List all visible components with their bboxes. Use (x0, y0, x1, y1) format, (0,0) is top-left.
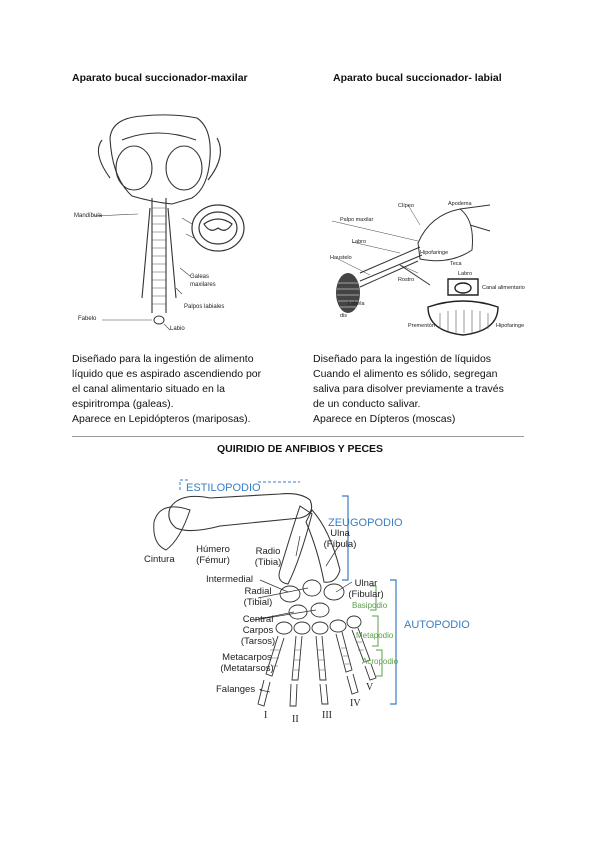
label-basipodio: Basipodio (352, 601, 388, 610)
quiridio-figure (140, 470, 480, 730)
digit-label: II (292, 714, 299, 725)
label-fabelo: Fabelo (78, 316, 97, 322)
label-clipeo: Clípeo (398, 203, 414, 209)
maxilar-figure (72, 98, 272, 338)
label-palpo-maxilar: Palpo maxilar (340, 217, 374, 223)
label-metacarpos-group (212, 652, 282, 674)
label-carpos-group (236, 614, 280, 647)
label-tibia: (Tibia) (254, 557, 282, 568)
labial-desc-line: de un conducto salivar. (313, 398, 421, 410)
label-carpos: Carpos (242, 625, 274, 636)
label-hipofaringe: Hipofaringe (420, 250, 449, 256)
label-fibula: (Fíbula) (323, 539, 357, 550)
label-zeugopodio: ZEUGOPODIO (328, 517, 403, 529)
label-acropodio: Acropodio (362, 657, 399, 666)
label-metapodio: Metapodio (356, 631, 394, 640)
label-mandibula: Mandíbula (74, 213, 103, 219)
label-radio: Radio (255, 546, 281, 557)
label-ulnar-group (344, 578, 388, 600)
limb-bones-drawing (140, 470, 480, 730)
label-palpos: Palpos labiales (184, 304, 225, 310)
labial-description (313, 352, 504, 427)
label-canal: Canal alimentario (482, 285, 525, 291)
maxilar-desc-line: líquido que es aspirado ascendiendo por (72, 368, 262, 380)
maxilar-desc-line: espiritrompa (galeas). (72, 398, 174, 410)
label-metatarsos: (Metatarsos) (220, 663, 274, 674)
maxilar-desc-line: Aparece en Lepidópteros (mariposas). (72, 413, 251, 425)
label-prementon: Prementón (408, 323, 435, 329)
label-ulnar: Ulnar (354, 578, 378, 589)
label-femur: (Fémur) (196, 555, 230, 566)
labial-desc-line: saliva para disolver previamente a través (313, 383, 504, 395)
label-ulna: Ulna (330, 528, 350, 539)
label-radial: Radial (244, 586, 272, 597)
labial-desc-line: Diseñado para la ingestión de líquidos (313, 353, 492, 365)
labial-figure (300, 195, 525, 340)
label-dis: dis (340, 313, 348, 319)
section-divider (72, 436, 524, 437)
labial-desc-line: Cuando el alimento es sólido, segregan (313, 368, 498, 380)
label-humero: Húmero (196, 544, 230, 555)
digit-label: V (366, 682, 374, 693)
label-galeas: Galeas (190, 274, 210, 280)
maxilar-desc-line: Diseñado para la ingestión de alimento (72, 353, 254, 365)
label-labro-cut: Labro (458, 271, 473, 277)
label-ulna-group (320, 528, 360, 550)
label-tarsos: (Tarsos) (240, 636, 276, 647)
label-labro: Labro (352, 239, 367, 245)
labial-desc-line: Aparece en Dípteros (moscas) (313, 413, 456, 425)
label-ulnar-sub: (Fibular) (348, 589, 384, 600)
digit-label: IV (350, 698, 361, 709)
label-hipofaringe-cut: Hipofaringe (496, 323, 525, 329)
label-falanges: Falanges (216, 684, 256, 695)
label-radial-sub: (Tibial) (243, 597, 273, 608)
label-radio-group (250, 546, 286, 568)
label-humero-group (188, 544, 238, 566)
label-cintura: Cintura (144, 554, 175, 565)
digit-label: III (322, 710, 332, 721)
falanges-dash: - (259, 684, 263, 695)
label-estilopodio: ESTILOPODIO (186, 482, 261, 494)
maxilar-desc-line: el canal alimentario situado en la (72, 383, 225, 395)
label-haustelo: Haustelo (330, 255, 352, 261)
label-labela: Labela (348, 301, 365, 307)
label-teca: Teca (450, 261, 462, 267)
label-autopodio: AUTOPODIO (404, 619, 470, 631)
label-maxilares: maxilares (190, 282, 216, 288)
labial-title: Aparato bucal succionador- labial (333, 72, 502, 84)
label-central: Central (242, 614, 274, 625)
label-labio: Labio (170, 326, 185, 332)
label-rostro: Rostro (398, 277, 415, 283)
maxilar-description (72, 352, 261, 427)
digit-label: I (264, 710, 268, 721)
label-radial-group (238, 586, 278, 608)
quiridio-title: QUIRIDIO DE ANFIBIOS Y PECES (216, 443, 384, 455)
label-apodema: Apodema (448, 201, 472, 207)
maxilar-title: Aparato bucal succionador-maxilar (72, 72, 248, 84)
label-metacarpos: Metacarpos (222, 652, 272, 663)
fly-mouthparts-drawing (300, 195, 525, 340)
label-intermedial: Intermedial (206, 574, 253, 585)
